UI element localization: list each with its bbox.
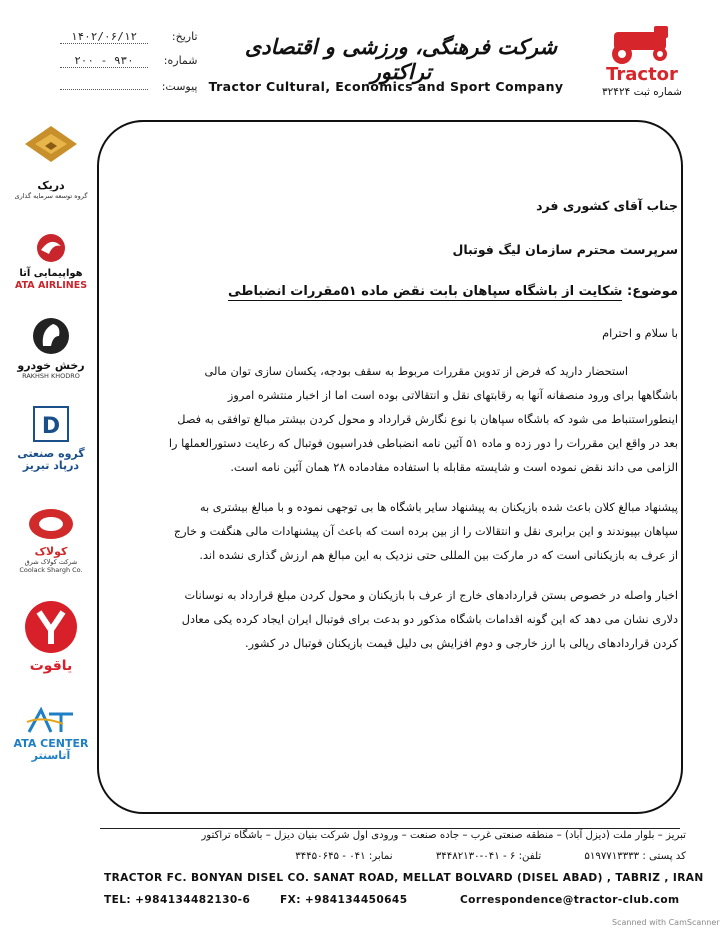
footer-divider xyxy=(100,828,680,829)
sponsor-ata-sub: ATA AIRLINES xyxy=(14,280,88,291)
paragraph-2-line: پیشنهاد مبالغ کلان باعث شده بازیکنان به پیشنهاد سایر باشگاه ها بی توجهی نموده و با مبالغ بیشتری به xyxy=(199,501,678,514)
sponsor-ata-name: هواپیمایی آتا xyxy=(19,268,83,279)
horse-head-icon xyxy=(29,316,73,356)
attachment-value xyxy=(60,89,148,90)
sponsor-dorpad-name: گروه صنعتی xyxy=(17,447,85,460)
svg-text:D: D xyxy=(41,414,61,439)
subject-text: شکایت از باشگاه سپاهان بابت نقض ماده ۵۱مقررات انضباطی xyxy=(228,284,623,299)
sponsor-coolack-sub2: Coolack Shargh Co. xyxy=(19,566,83,574)
sponsor-dorpad xyxy=(10,404,92,472)
subject-line xyxy=(112,284,678,304)
paragraph-3-line: دلاری نشان می دهد که این گونه اقدامات باشگاه مذکور دو بدعت برای فوتبال ایران ایجاد کرده یکی معادل xyxy=(181,613,678,626)
fax-value: ۰۴۱ - ۳۴۴۵۰۶۴۵ xyxy=(295,851,366,862)
phone-value: ۶ - ۰۴۱-۳۴۴۸۲۱۳۰ xyxy=(435,851,516,862)
sponsor-rakhsh-khodro xyxy=(10,316,92,380)
number-row xyxy=(60,54,198,68)
sponsor-dorpad-sub: درپاد تبریز xyxy=(22,459,80,472)
number-label: شماره: xyxy=(163,54,198,67)
sponsor-rakhsh-sub: RAKHSH KHODRO xyxy=(22,372,80,380)
date-row xyxy=(60,30,198,44)
footer-contact-fa xyxy=(86,851,686,862)
recipient-title: سرپرست محترم سازمان لیگ فوتبال xyxy=(452,242,678,257)
recipient-name: جناب آقای کشوری فرد xyxy=(536,198,678,213)
sponsor-coolack-sub: شرکت کولاک شرق xyxy=(24,558,78,566)
footer-fax-en: FX: +984134450645 xyxy=(280,894,408,906)
tractor-logo-icon xyxy=(594,24,690,84)
coolack-logo-icon xyxy=(26,506,76,542)
sponsor-ata-center xyxy=(10,706,92,762)
footer-tel-en: TEL: +984134482130-6 xyxy=(104,894,251,906)
paragraph-1-line: اینطوراستنباط می شود که باشگاه سپاهان با نوع نگارش قرارداد و محول کردن بیشتر مبالغ توافقی به فصل xyxy=(177,413,678,426)
footer-address-fa: تبریز – بلوار ملت (دیزل آباد) – منطقه صنعتی غرب – جاده صنعت – ورودی اول شرکت بنیان دیزل – باشگاه تراکتور xyxy=(201,830,686,841)
dorpad-logo-icon xyxy=(31,404,71,444)
scanner-watermark: Scanned with CamScanner xyxy=(612,918,720,927)
postal-code-value: ۵۱۹۷۷۱۳۳۳۳ xyxy=(584,851,640,862)
sponsor-ata-center-name: ATA CENTER xyxy=(13,737,89,750)
paragraph-1-line: باشگاهها برای ورود منصفانه آنها به رقابتهای نقل و انتقالاتی بوده است اما از اخبار منتشره امروز xyxy=(227,389,678,402)
greeting: با سلام و احترام xyxy=(602,327,678,340)
fax-label: نمابر: xyxy=(368,851,393,862)
date-value: ۱۴۰۲/۰۶/۱۲ xyxy=(60,30,148,44)
dorik-logo-icon xyxy=(23,124,79,176)
paragraph-1 xyxy=(112,360,678,480)
paragraph-1-line: استحضار دارید که فرض از تدوین مقررات مربوط به سقف بودجه، یکسان سازی توان مالی xyxy=(204,365,628,378)
paragraph-2 xyxy=(112,496,678,568)
sponsor-yaghout-name: یاقوت xyxy=(29,658,73,674)
sponsor-dorik xyxy=(10,124,92,200)
sponsor-rakhsh-name: رخش خودرو xyxy=(17,359,85,372)
company-name-fa: شرکت فرهنگی، ورزشی و اقتصادی تراکتور xyxy=(244,34,558,84)
paragraph-2-line: سپاهان بپیوندند و این برابری نقل و انتقالات را از بین برده است که باعث آن پیشنهادات مالی هنگفت و خارج xyxy=(173,525,678,538)
postal-code-label: کد پستی : xyxy=(642,851,686,862)
tractor-logo xyxy=(594,24,690,84)
paragraph-2-line: از عرف به بازیکنانی است که در مارکت بین المللی حتی نزدیک به این مبالغ هم ارزش گذاری نشده اند. xyxy=(199,549,678,562)
sponsor-coolack xyxy=(10,506,92,574)
paragraph-3-line: اخبار واصله در خصوص بستن قراردادهای خارج از عرف با بازیکنان و محول کردن مبلغ قرارداد به نوسانات xyxy=(184,589,678,602)
sponsor-ata-center-sub: آتاسنتر xyxy=(31,749,71,762)
number-value: ۹۳۰ - ۲۰۰ xyxy=(60,54,148,68)
sponsor-dorik-sub: گروه توسعه سرمایه گذاری xyxy=(14,192,88,200)
paragraph-1-line: بعد در واقع این مقررات را دور زده و ماده ۵۱ آئین نامه انضباطی فدراسیون فوتبال که رعایت دستورالعملها را xyxy=(168,437,678,450)
ata-center-logo-icon xyxy=(23,706,79,734)
attachment-row xyxy=(60,80,198,93)
registration-number: شماره ثبت ۳۲۴۲۴ xyxy=(602,86,682,98)
paragraph-3 xyxy=(112,584,678,656)
footer-email-en: Correspondence@tractor-club.com xyxy=(460,894,680,906)
ata-bird-icon xyxy=(31,232,71,264)
subject-label: موضوع: xyxy=(627,284,678,299)
company-name-en: Tractor Cultural, Economics and Sport Company xyxy=(208,79,564,94)
footer-address-en: TRACTOR FC. BONYAN DISEL CO. SANAT ROAD, MELLAT BOLVARD (DISEL ABAD) , TABRIZ , IRAN xyxy=(104,872,704,884)
sponsor-dorik-name: دریک xyxy=(37,179,65,192)
sponsor-yaghout xyxy=(10,598,92,672)
paragraph-3-line: کردن قراردادهای ریالی با ارز خارجی و دوم افزایش بی دلیل قیمت بازیکنان فوتبال در کشور. xyxy=(245,637,678,650)
sponsor-coolack-name: کولاک xyxy=(34,545,68,558)
phone-label: تلفن: xyxy=(518,851,542,862)
yaghout-logo-icon xyxy=(23,598,79,656)
sponsor-ata-airlines xyxy=(10,232,92,292)
letter-body xyxy=(112,198,678,656)
attachment-label: پیوست: xyxy=(161,80,198,93)
paragraph-1-line: الزامی می داند نقض نموده است و شایسته مقابله با استفاده مفادماده ۲۸ همان آئین نامه است. xyxy=(230,461,678,474)
logo-wordmark: Tractor xyxy=(606,64,678,84)
date-label: تاریخ: xyxy=(171,30,198,43)
